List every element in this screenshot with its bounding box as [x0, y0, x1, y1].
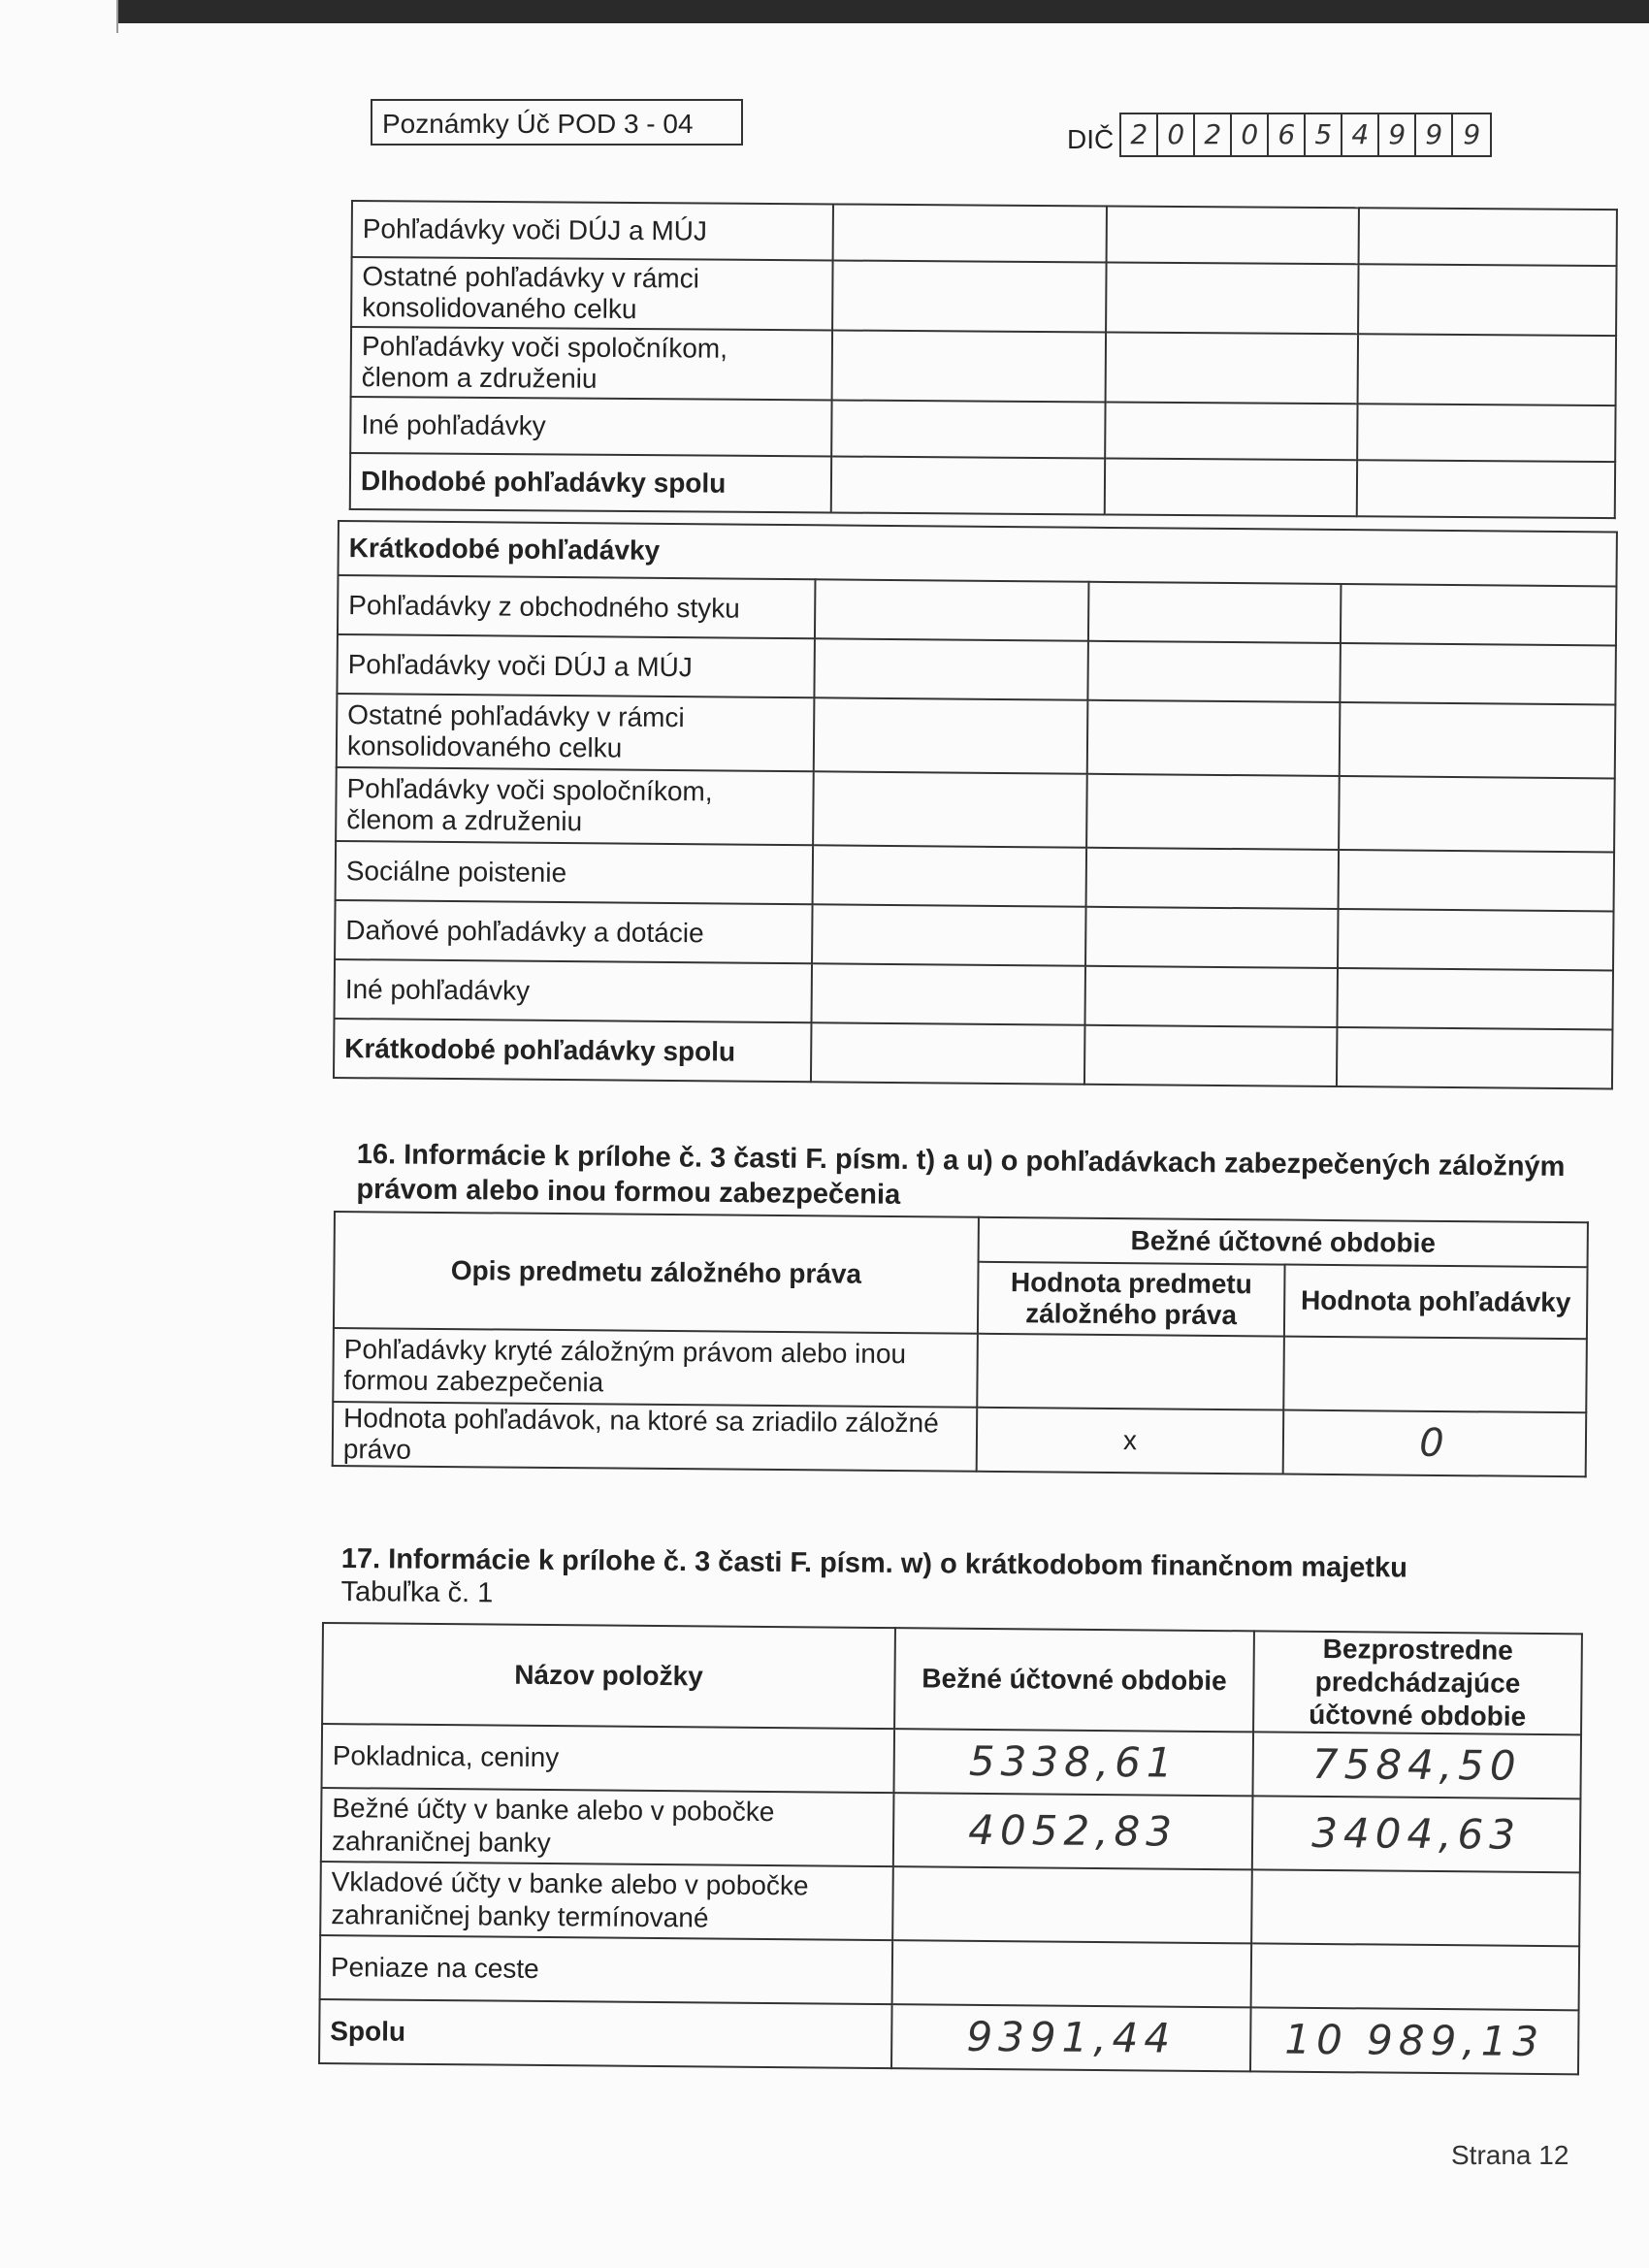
row-label: Sociálne poistenie: [336, 841, 814, 904]
table-row: [335, 959, 1614, 1029]
value-cell[interactable]: [1339, 776, 1615, 852]
col-header-current: Bežné účtovné obdobie: [894, 1628, 1254, 1732]
value-cell[interactable]: [977, 1334, 1284, 1410]
row-label-total: Dlhodobé pohľadávky spolu: [350, 453, 831, 512]
section-17-subtitle: Tabuľka č. 1: [340, 1575, 494, 1609]
row-label: Ostatné pohľadávky v rámci konsolidovaného celku: [337, 694, 815, 771]
value-cell[interactable]: [1340, 702, 1616, 778]
row-label: Pohľadávky voči spoločníkom, členom a združeniu: [336, 767, 814, 845]
value-cell[interactable]: [1105, 402, 1357, 460]
table-row: [322, 1724, 1582, 1798]
dic-digit: 9: [1463, 118, 1481, 150]
row-label: Pohľadávky kryté záložným právom alebo inou formou zabezpečenia: [333, 1328, 978, 1408]
value-cell[interactable]: [1085, 907, 1339, 968]
value-cell[interactable]: [832, 330, 1106, 402]
value-cell[interactable]: [1283, 1337, 1587, 1413]
row-label-total: Krátkodobé pohľadávky spolu: [334, 1019, 812, 1082]
value-cell[interactable]: [1357, 404, 1615, 462]
value-cell[interactable]: [811, 1022, 1085, 1084]
table-row: [333, 1402, 1587, 1476]
value-cell-handwritten[interactable]: 9391,44: [891, 2004, 1251, 2071]
value-cell[interactable]: [833, 204, 1107, 262]
col-header-desc: Opis predmetu záložného práva: [334, 1212, 979, 1334]
value-cell[interactable]: [1251, 1943, 1580, 2010]
value-cell[interactable]: [1087, 700, 1341, 776]
value-cell[interactable]: [1359, 208, 1617, 266]
value-cell[interactable]: [892, 1866, 1252, 1943]
table-row: [320, 1935, 1580, 2010]
value-cell[interactable]: [832, 260, 1106, 332]
row-label: Peniaze na ceste: [320, 1935, 893, 2004]
value-cell[interactable]: [831, 400, 1105, 458]
row-label: Ostatné pohľadávky v rámci konsolidovaného celku: [351, 257, 832, 330]
value-cell[interactable]: [815, 579, 1089, 640]
table-row: [333, 1328, 1587, 1412]
value-cell[interactable]: [1358, 264, 1616, 336]
dic-digit: 2: [1195, 114, 1232, 155]
row-label: Pohľadávky voči DÚJ a MÚJ: [352, 201, 833, 260]
row-label: Iné pohľadávky: [350, 397, 831, 456]
row-label: Vkladové účty v banke alebo v pobočke zahraničnej banky termínované: [320, 1862, 893, 1940]
value-cell-handwritten[interactable]: 7584,50: [1252, 1732, 1581, 1798]
table-row: [320, 1862, 1580, 1946]
section-17-heading: [340, 1542, 1408, 1618]
row-label: Bežné účty v banke alebo v pobočke zahraničnej banky: [321, 1788, 894, 1866]
col-header-name: Názov položky: [322, 1623, 895, 1729]
value-cell[interactable]: [1107, 206, 1359, 264]
table-row: [321, 1788, 1581, 1872]
dic-digit: 6: [1269, 114, 1306, 155]
value-cell[interactable]: [1251, 1869, 1580, 1946]
value-cell[interactable]: [812, 904, 1086, 965]
table-row: [336, 767, 1615, 852]
value-cell[interactable]: x: [977, 1408, 1284, 1474]
value-cell[interactable]: [1086, 774, 1340, 850]
value-cell[interactable]: [813, 771, 1087, 847]
dic-boxes: [1119, 113, 1492, 157]
table-row: [352, 201, 1617, 266]
row-label-total: Spolu: [319, 1999, 892, 2068]
page-number: Strana 12: [1451, 2140, 1569, 2170]
value-cell[interactable]: [1106, 262, 1358, 334]
table-row: [336, 841, 1615, 911]
dic-digit: 9: [1379, 114, 1416, 155]
row-label: Pohľadávky voči spoločníkom, členom a združeniu: [351, 327, 832, 400]
dic-digit: 4: [1342, 114, 1379, 155]
value-cell[interactable]: [1341, 584, 1617, 645]
dic-digit: 0: [1158, 114, 1195, 155]
col-header-value-subject: Hodnota predmetu záložného práva: [978, 1262, 1285, 1337]
row-label: Pohľadávky voči DÚJ a MÚJ: [337, 634, 815, 697]
value-cell-handwritten[interactable]: 10 989,13: [1250, 2007, 1579, 2074]
dic-digit: 0: [1232, 114, 1269, 155]
value-cell[interactable]: [1358, 334, 1616, 405]
row-label: Pohľadávky z obchodného styku: [338, 575, 816, 638]
table-row: [337, 694, 1616, 778]
value-cell-handwritten[interactable]: 0: [1283, 1410, 1587, 1477]
col-header-previous: Bezprostredne predchádzajúce účtovné obdobie: [1253, 1631, 1582, 1734]
scan-top-edge: [0, 0, 1649, 23]
table-row: [351, 327, 1616, 405]
value-cell[interactable]: [1340, 643, 1616, 704]
value-cell[interactable]: [1339, 850, 1615, 911]
table-row: [335, 900, 1614, 970]
value-cell[interactable]: [1338, 909, 1614, 970]
row-label: Hodnota pohľadávok, na ktoré sa zriadilo záložné právo: [333, 1402, 978, 1472]
value-cell[interactable]: [1105, 458, 1357, 516]
value-cell[interactable]: [1357, 460, 1615, 518]
table-row: [334, 1019, 1613, 1088]
dic-label: DIČ: [1067, 124, 1115, 154]
value-cell[interactable]: [814, 638, 1088, 699]
value-cell[interactable]: [1084, 1025, 1338, 1086]
table-row: [350, 453, 1615, 518]
value-cell[interactable]: [1337, 1027, 1613, 1088]
value-cell[interactable]: [811, 963, 1085, 1024]
short-term-financial-assets-table: [318, 1622, 1583, 2075]
dic-digit: 9: [1416, 114, 1453, 155]
dic-digit: 5: [1306, 114, 1342, 155]
row-label: Pokladnica, ceniny: [322, 1724, 895, 1793]
col-header-period: Bežné účtovné obdobie: [979, 1217, 1588, 1267]
section-17-title: 17. Informácie k prílohe č. 3 časti F. písm. w) o krátkodobom finančnom majetku: [340, 1543, 1408, 1584]
section-heading: Krátkodobé pohľadávky: [339, 521, 1617, 586]
section-16-title: 16. Informácie k prílohe č. 3 časti F. písm. t) a u) o pohľadávkach zabezpečených záložným právom alebo inou formou zabezpečenia: [356, 1138, 1566, 1211]
value-cell[interactable]: [814, 697, 1088, 773]
row-label: Iné pohľadávky: [335, 959, 813, 1022]
value-cell-handwritten[interactable]: 3404,63: [1252, 1796, 1581, 1872]
dic-digit: 2: [1121, 114, 1158, 155]
pledge-table: [332, 1211, 1589, 1477]
table-header-row: [335, 1212, 1588, 1267]
col-header-value-receivable: Hodnota pohľadávky: [1284, 1265, 1588, 1340]
value-cell[interactable]: [1086, 848, 1340, 909]
value-cell[interactable]: [1088, 582, 1342, 643]
value-cell[interactable]: [1337, 968, 1613, 1029]
value-cell-handwritten[interactable]: 5338,61: [893, 1729, 1253, 1796]
dic-field: [1067, 114, 1492, 157]
table-row: [338, 575, 1617, 645]
value-cell-handwritten[interactable]: 4052,83: [893, 1793, 1253, 1869]
value-cell[interactable]: [1087, 641, 1341, 702]
value-cell[interactable]: [1084, 966, 1338, 1027]
form-label: Poznámky Úč POD 3 - 04: [371, 99, 743, 146]
table-row: [319, 1999, 1579, 2074]
table-header-row: [322, 1623, 1582, 1734]
value-cell[interactable]: [831, 456, 1105, 514]
short-term-receivables-table: [333, 520, 1618, 1089]
row-label: Daňové pohľadávky a dotácie: [335, 900, 813, 963]
table-row: [351, 257, 1616, 336]
table-row: [350, 397, 1615, 462]
value-cell[interactable]: [1106, 332, 1358, 404]
table-row: [337, 634, 1616, 704]
long-term-receivables-table: [349, 200, 1618, 519]
value-cell[interactable]: [813, 845, 1087, 906]
value-cell[interactable]: [892, 1940, 1252, 2007]
